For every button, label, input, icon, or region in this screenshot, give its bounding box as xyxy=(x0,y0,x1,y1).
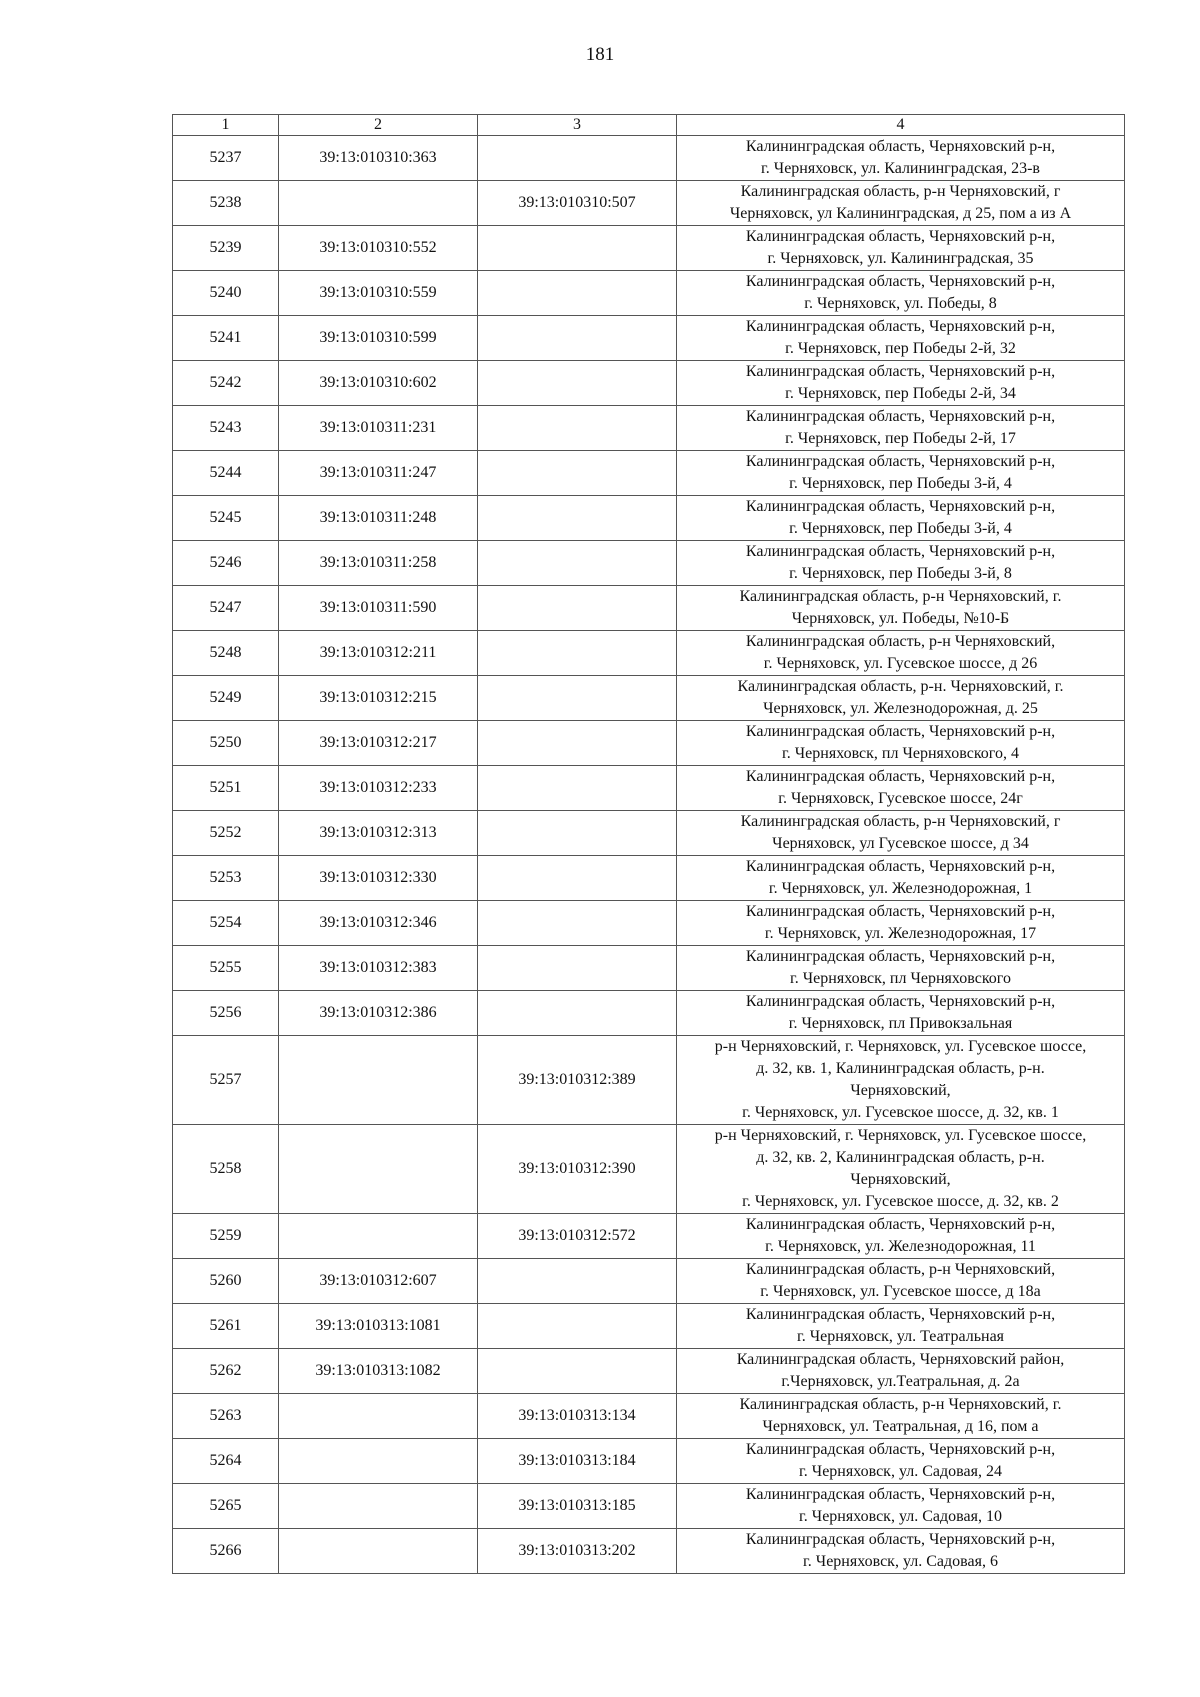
cadastral-number-alt-cell: 39:13:010313:134 xyxy=(478,1394,677,1439)
address-cell: Калининградская область, Черняховский р-н, г. Черняховск, ул. Калининградская, 35 xyxy=(677,226,1125,271)
table-row xyxy=(173,811,1125,856)
row-number-cell: 5262 xyxy=(173,1349,279,1394)
table-row xyxy=(173,1484,1125,1529)
table-row xyxy=(173,721,1125,766)
cadastral-number-cell: 39:13:010312:607 xyxy=(279,1259,478,1304)
cadastral-number-alt-cell xyxy=(478,226,677,271)
row-number-cell: 5237 xyxy=(173,136,279,181)
cadastral-number-alt-cell xyxy=(478,361,677,406)
cadastral-number-cell: 39:13:010310:552 xyxy=(279,226,478,271)
address-cell: Калининградская область, Черняховский р-н, г. Черняховск, пер Победы 3-й, 8 xyxy=(677,541,1125,586)
cadastral-number-cell xyxy=(279,1439,478,1484)
table-row xyxy=(173,451,1125,496)
table-row xyxy=(173,856,1125,901)
row-number-cell: 5257 xyxy=(173,1036,279,1125)
cadastral-number-alt-cell xyxy=(478,451,677,496)
address-cell: Калининградская область, Черняховский р-н, г. Черняховск, пер Победы 2-й, 34 xyxy=(677,361,1125,406)
cadastral-number-cell xyxy=(279,1484,478,1529)
cadastral-number-cell: 39:13:010312:313 xyxy=(279,811,478,856)
row-number-cell: 5242 xyxy=(173,361,279,406)
cadastral-number-cell: 39:13:010311:231 xyxy=(279,406,478,451)
table-row xyxy=(173,1349,1125,1394)
table-row xyxy=(173,991,1125,1036)
column-header-2: 2 xyxy=(279,115,478,136)
cadastral-number-alt-cell: 39:13:010313:185 xyxy=(478,1484,677,1529)
table-row xyxy=(173,1394,1125,1439)
cadastral-number-alt-cell xyxy=(478,901,677,946)
cadastral-number-alt-cell: 39:13:010312:389 xyxy=(478,1036,677,1125)
row-number-cell: 5246 xyxy=(173,541,279,586)
row-number-cell: 5254 xyxy=(173,901,279,946)
cadastral-number-cell: 39:13:010312:211 xyxy=(279,631,478,676)
address-cell: Калининградская область, Черняховский р-н, г. Черняховск, пл Черняховского, 4 xyxy=(677,721,1125,766)
row-number-cell: 5241 xyxy=(173,316,279,361)
address-cell: Калининградская область, Черняховский р-н, г. Черняховск, ул. Садовая, 6 xyxy=(677,1529,1125,1574)
table-row xyxy=(173,946,1125,991)
table-row xyxy=(173,676,1125,721)
table-row xyxy=(173,1214,1125,1259)
address-cell: Калининградская область, Черняховский р-н, г. Черняховск, ул. Садовая, 24 xyxy=(677,1439,1125,1484)
address-cell: Калининградская область, Черняховский р-н, г. Черняховск, ул. Театральная xyxy=(677,1304,1125,1349)
address-cell: Калининградская область, р-н Черняховский, г. Черняховск, ул. Победы, №10-Б xyxy=(677,586,1125,631)
row-number-cell: 5256 xyxy=(173,991,279,1036)
cadastral-number-cell: 39:13:010312:233 xyxy=(279,766,478,811)
address-cell: Калининградская область, р-н Черняховский, г. Черняховск, ул. Гусевское шоссе, д 26 xyxy=(677,631,1125,676)
cadastral-number-cell: 39:13:010312:217 xyxy=(279,721,478,766)
cadastral-number-alt-cell xyxy=(478,271,677,316)
cadastral-number-cell: 39:13:010312:215 xyxy=(279,676,478,721)
row-number-cell: 5266 xyxy=(173,1529,279,1574)
cadastral-number-cell xyxy=(279,1529,478,1574)
row-number-cell: 5247 xyxy=(173,586,279,631)
table-row xyxy=(173,226,1125,271)
register-table xyxy=(172,114,1125,1574)
address-cell: Калининградская область, Черняховский р-н, г. Черняховск, ул. Железнодорожная, 17 xyxy=(677,901,1125,946)
cadastral-number-alt-cell xyxy=(478,856,677,901)
cadastral-number-alt-cell xyxy=(478,991,677,1036)
table-row xyxy=(173,541,1125,586)
address-cell: Калининградская область, Черняховский р-н, г. Черняховск, пер Победы 2-й, 32 xyxy=(677,316,1125,361)
cadastral-number-alt-cell xyxy=(478,946,677,991)
address-cell: Калининградская область, Черняховский р-н, г. Черняховск, пл Привокзальная xyxy=(677,991,1125,1036)
cadastral-number-cell: 39:13:010311:258 xyxy=(279,541,478,586)
table-row xyxy=(173,316,1125,361)
cadastral-number-alt-cell xyxy=(478,811,677,856)
table-row xyxy=(173,406,1125,451)
row-number-cell: 5249 xyxy=(173,676,279,721)
row-number-cell: 5250 xyxy=(173,721,279,766)
cadastral-number-alt-cell: 39:13:010312:390 xyxy=(478,1125,677,1214)
table-row xyxy=(173,136,1125,181)
cadastral-number-alt-cell: 39:13:010312:572 xyxy=(478,1214,677,1259)
address-cell: Калининградская область, р-н Черняховский, г. Черняховск, ул. Театральная, д 16, пом а xyxy=(677,1394,1125,1439)
address-cell: Калининградская область, Черняховский район, г.Черняховск, ул.Театральная, д. 2а xyxy=(677,1349,1125,1394)
row-number-cell: 5264 xyxy=(173,1439,279,1484)
cadastral-number-cell xyxy=(279,1125,478,1214)
cadastral-number-cell: 39:13:010311:590 xyxy=(279,586,478,631)
cadastral-number-alt-cell: 39:13:010313:202 xyxy=(478,1529,677,1574)
table-row xyxy=(173,361,1125,406)
table-row xyxy=(173,766,1125,811)
address-cell: р-н Черняховский, г. Черняховск, ул. Гусевское шоссе, д. 32, кв. 2, Калининградская область, р-н. Черняховский, г. Черняховск, ул. Гусевское шоссе, д. 32, кв. 2 xyxy=(677,1125,1125,1214)
cadastral-number-cell xyxy=(279,1394,478,1439)
row-number-cell: 5238 xyxy=(173,181,279,226)
cadastral-number-alt-cell xyxy=(478,1304,677,1349)
table-header-row xyxy=(173,115,1125,136)
row-number-cell: 5260 xyxy=(173,1259,279,1304)
cadastral-number-cell: 39:13:010310:602 xyxy=(279,361,478,406)
cadastral-number-cell: 39:13:010311:247 xyxy=(279,451,478,496)
cadastral-number-cell xyxy=(279,181,478,226)
column-header-1: 1 xyxy=(173,115,279,136)
row-number-cell: 5253 xyxy=(173,856,279,901)
cadastral-number-cell xyxy=(279,1214,478,1259)
table-row xyxy=(173,1259,1125,1304)
table-row xyxy=(173,1125,1125,1214)
row-number-cell: 5251 xyxy=(173,766,279,811)
row-number-cell: 5244 xyxy=(173,451,279,496)
cadastral-number-alt-cell xyxy=(478,631,677,676)
address-cell: Калининградская область, Черняховский р-н, г. Черняховск, ул. Железнодорожная, 11 xyxy=(677,1214,1125,1259)
address-cell: Калининградская область, Черняховский р-н, г. Черняховск, Гусевское шоссе, 24г xyxy=(677,766,1125,811)
cadastral-number-alt-cell xyxy=(478,1349,677,1394)
row-number-cell: 5243 xyxy=(173,406,279,451)
address-cell: Калининградская область, Черняховский р-н, г. Черняховск, ул. Железнодорожная, 1 xyxy=(677,856,1125,901)
cadastral-number-cell: 39:13:010311:248 xyxy=(279,496,478,541)
cadastral-number-alt-cell xyxy=(478,496,677,541)
table-row xyxy=(173,271,1125,316)
address-cell: Калининградская область, р-н. Черняховский, г. Черняховск, ул. Железнодорожная, д. 25 xyxy=(677,676,1125,721)
table-row xyxy=(173,1036,1125,1125)
table-row xyxy=(173,1529,1125,1574)
row-number-cell: 5255 xyxy=(173,946,279,991)
cadastral-number-cell: 39:13:010312:383 xyxy=(279,946,478,991)
cadastral-number-alt-cell xyxy=(478,316,677,361)
address-cell: Калининградская область, р-н Черняховский, г. Черняховск, ул. Гусевское шоссе, д 18а xyxy=(677,1259,1125,1304)
table-row xyxy=(173,631,1125,676)
cadastral-number-alt-cell xyxy=(478,766,677,811)
row-number-cell: 5240 xyxy=(173,271,279,316)
address-cell: Калининградская область, р-н Черняховский, г Черняховск, ул Калининградская, д 25, пом а из А xyxy=(677,181,1125,226)
cadastral-number-cell: 39:13:010313:1081 xyxy=(279,1304,478,1349)
address-cell: р-н Черняховский, г. Черняховск, ул. Гусевское шоссе, д. 32, кв. 1, Калининградская область, р-н. Черняховский, г. Черняховск, ул. Гусевское шоссе, д. 32, кв. 1 xyxy=(677,1036,1125,1125)
table-row xyxy=(173,586,1125,631)
address-cell: Калининградская область, Черняховский р-н, г. Черняховск, ул. Победы, 8 xyxy=(677,271,1125,316)
table-row xyxy=(173,901,1125,946)
cadastral-number-alt-cell xyxy=(478,1259,677,1304)
cadastral-number-cell: 39:13:010310:363 xyxy=(279,136,478,181)
table-row xyxy=(173,1304,1125,1349)
address-cell: Калининградская область, Черняховский р-н, г. Черняховск, ул. Калининградская, 23-в xyxy=(677,136,1125,181)
row-number-cell: 5259 xyxy=(173,1214,279,1259)
table-row xyxy=(173,1439,1125,1484)
row-number-cell: 5239 xyxy=(173,226,279,271)
table-row xyxy=(173,181,1125,226)
cadastral-number-cell xyxy=(279,1036,478,1125)
cadastral-number-alt-cell xyxy=(478,541,677,586)
address-cell: Калининградская область, Черняховский р-н, г. Черняховск, пер Победы 3-й, 4 xyxy=(677,451,1125,496)
row-number-cell: 5265 xyxy=(173,1484,279,1529)
table-row xyxy=(173,496,1125,541)
cadastral-number-alt-cell xyxy=(478,136,677,181)
row-number-cell: 5252 xyxy=(173,811,279,856)
row-number-cell: 5263 xyxy=(173,1394,279,1439)
cadastral-number-cell: 39:13:010310:559 xyxy=(279,271,478,316)
cadastral-number-cell: 39:13:010312:346 xyxy=(279,901,478,946)
cadastral-number-alt-cell xyxy=(478,676,677,721)
cadastral-number-alt-cell xyxy=(478,721,677,766)
column-header-3: 3 xyxy=(478,115,677,136)
row-number-cell: 5245 xyxy=(173,496,279,541)
address-cell: Калининградская область, Черняховский р-н, г. Черняховск, ул. Садовая, 10 xyxy=(677,1484,1125,1529)
cadastral-number-alt-cell xyxy=(478,406,677,451)
row-number-cell: 5248 xyxy=(173,631,279,676)
column-header-4: 4 xyxy=(677,115,1125,136)
cadastral-number-cell: 39:13:010310:599 xyxy=(279,316,478,361)
cadastral-number-cell: 39:13:010312:330 xyxy=(279,856,478,901)
cadastral-number-alt-cell: 39:13:010310:507 xyxy=(478,181,677,226)
address-cell: Калининградская область, Черняховский р-н, г. Черняховск, пер Победы 3-й, 4 xyxy=(677,496,1125,541)
address-cell: Калининградская область, Черняховский р-н, г. Черняховск, пер Победы 2-й, 17 xyxy=(677,406,1125,451)
cadastral-number-alt-cell xyxy=(478,586,677,631)
cadastral-number-alt-cell: 39:13:010313:184 xyxy=(478,1439,677,1484)
address-cell: Калининградская область, р-н Черняховский, г Черняховск, ул Гусевское шоссе, д 34 xyxy=(677,811,1125,856)
row-number-cell: 5261 xyxy=(173,1304,279,1349)
row-number-cell: 5258 xyxy=(173,1125,279,1214)
page-number: 181 xyxy=(585,44,615,65)
address-cell: Калининградская область, Черняховский р-н, г. Черняховск, пл Черняховского xyxy=(677,946,1125,991)
cadastral-number-cell: 39:13:010312:386 xyxy=(279,991,478,1036)
table-body xyxy=(173,136,1125,1574)
cadastral-number-cell: 39:13:010313:1082 xyxy=(279,1349,478,1394)
